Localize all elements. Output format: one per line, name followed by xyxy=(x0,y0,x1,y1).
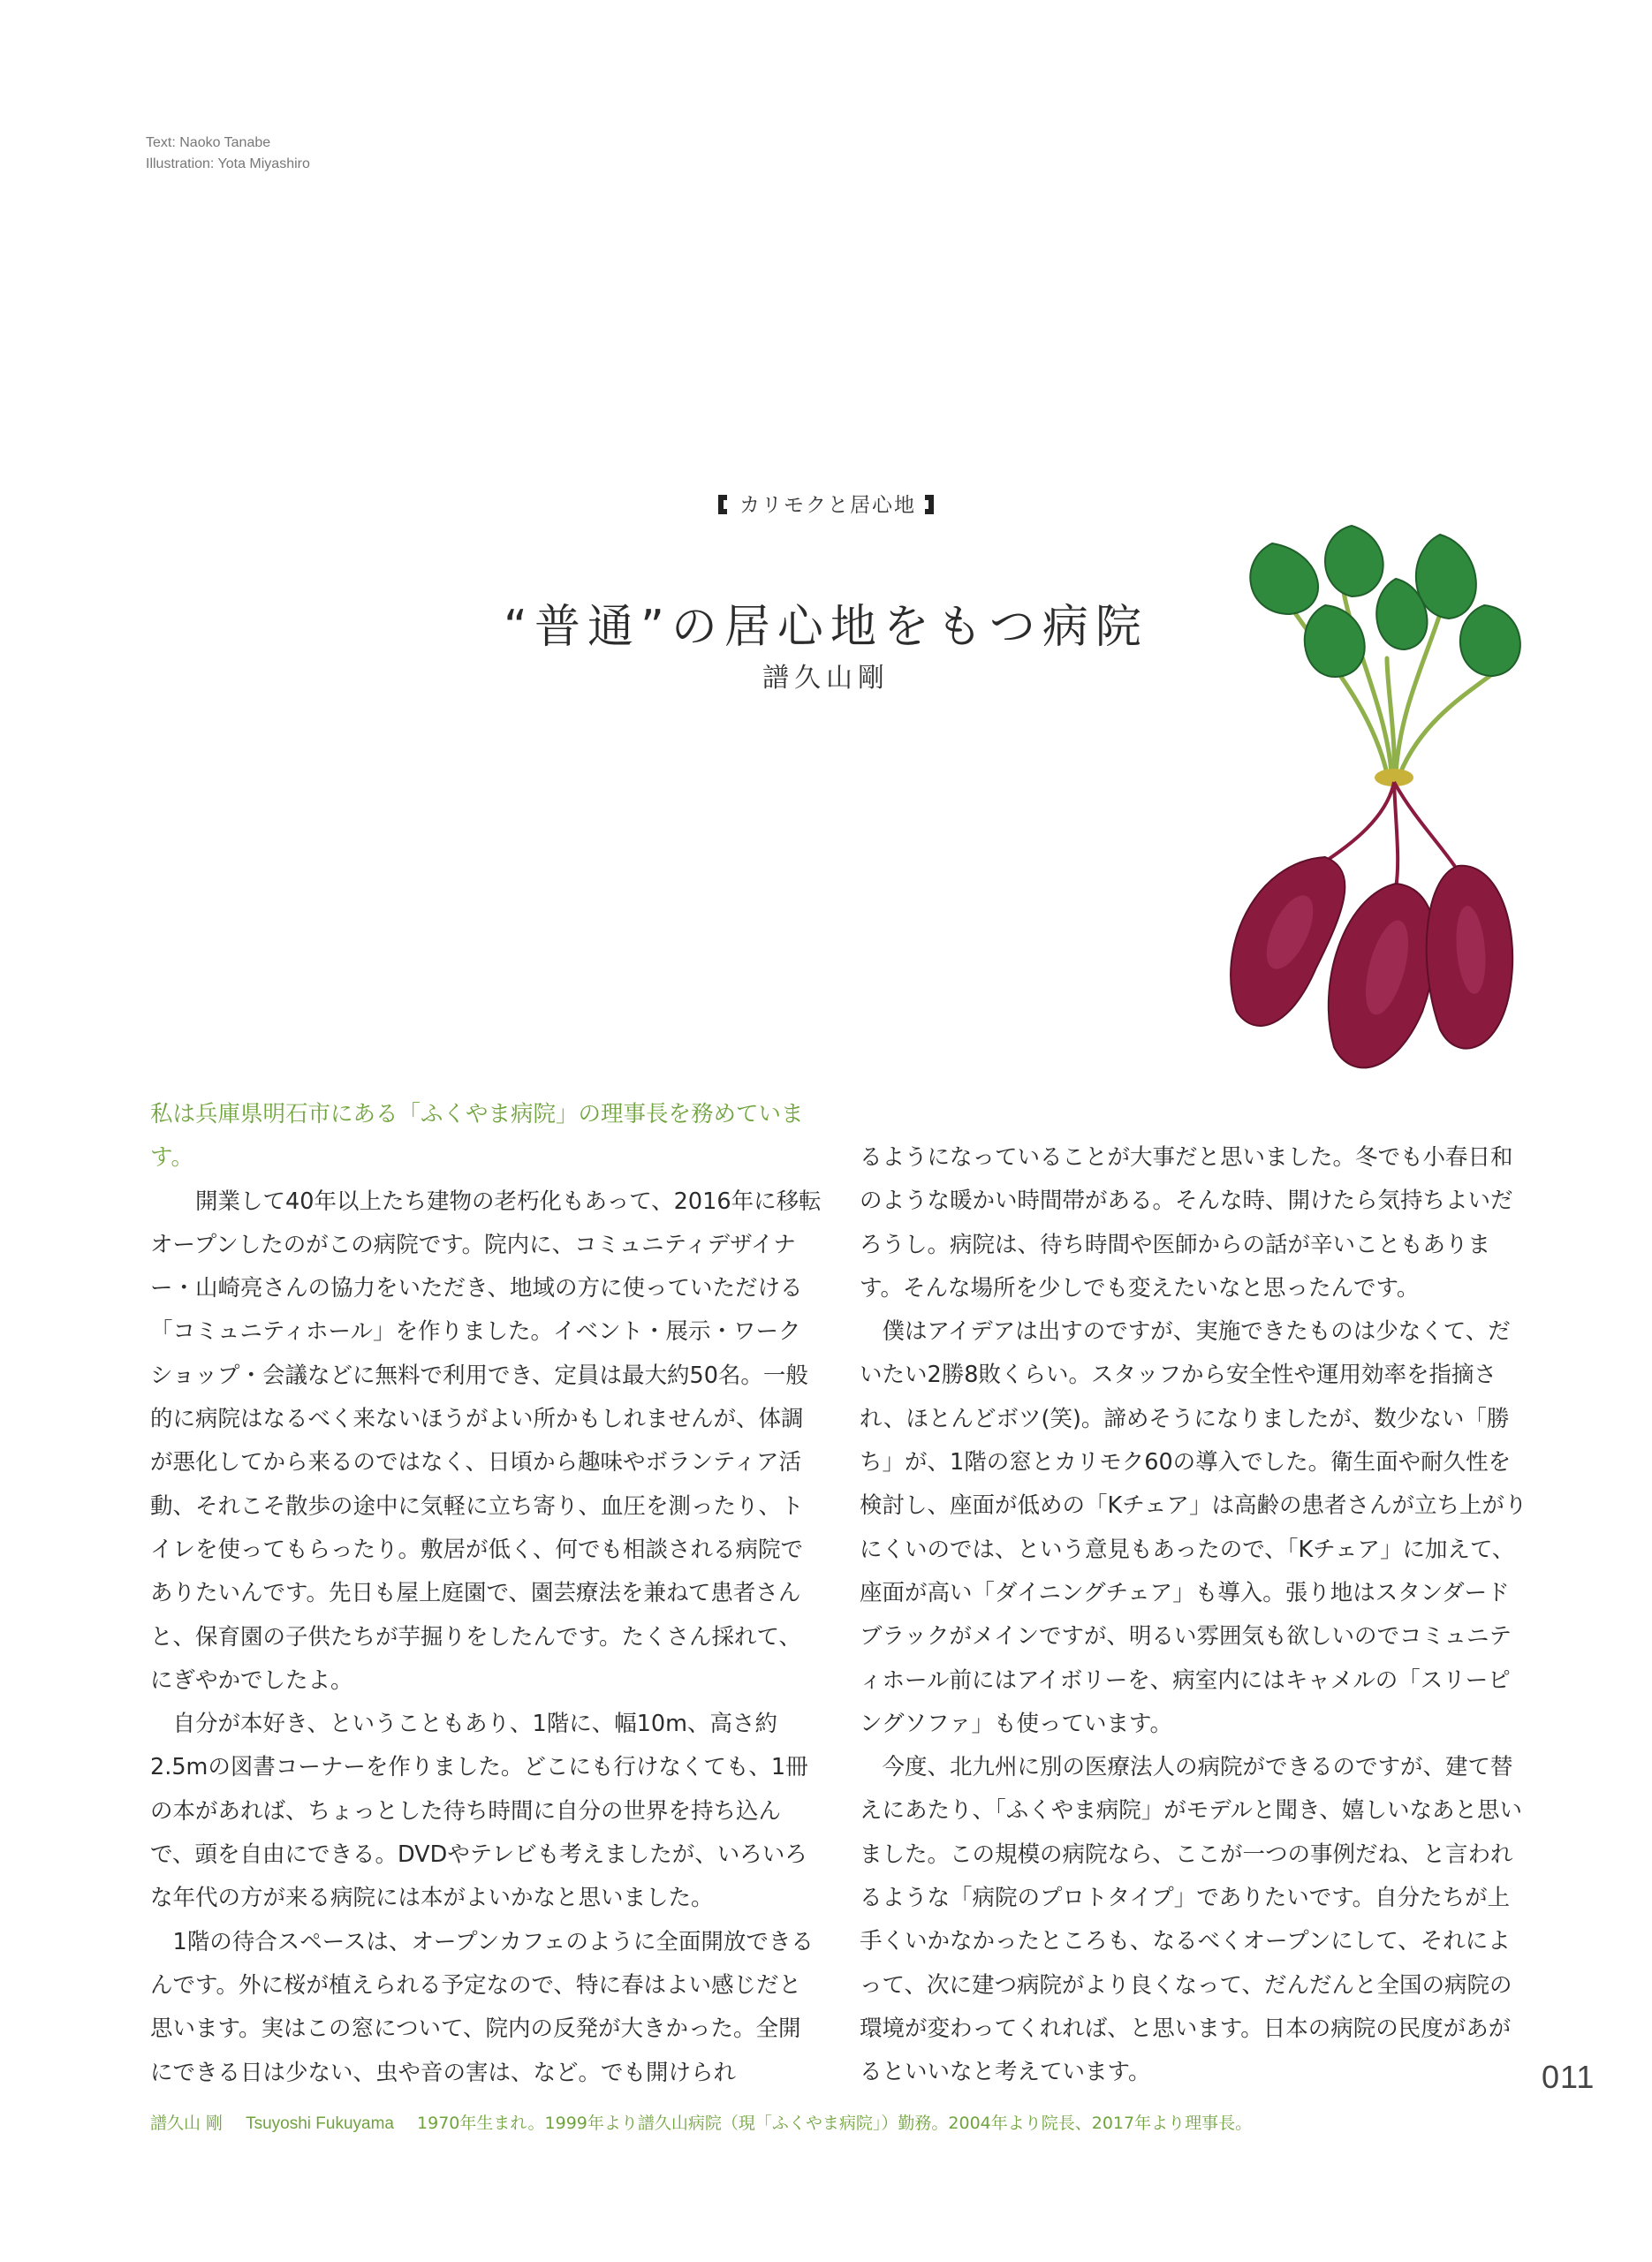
lead-paragraph: 私は兵庫県明石市にある「ふくやま病院」の理事長を務めています。 xyxy=(150,1101,804,1172)
paragraph: 僕はアイデアは出すのですが、実施できたものは少なくて、だいたい2勝8敗くらい。スタッフから安全性や運用効率を指摘され、ほとんどボツ(笑)。諦めそうになりましたが、数少ない「勝ち」が、1階の窓とカリモク60の導入でした。衛生面や耐久性を検討し、座面が低めの「Kチェア」は高齢の患者さんが立ち上がりにくいのでは、という意見もあったので、「Kチェア」に加えて、座面が高い「ダイニングチェア」も導入。張り地はスタンダードブラックがメインですが、明るい雰囲気も欲しいのでコミュニティホール前にはアイボリーを、病室内にはキャメルの「スリーピングソファ」も使っています。 xyxy=(860,1318,1527,1737)
article-column-1 xyxy=(150,1093,822,2095)
profile-bio: 1970年生まれ。1999年より譜久山病院（現「ふくやま病院」）勤務。2004年より院長、2017年より理事長。 xyxy=(417,2114,1253,2133)
paragraph: 今度、北九州に別の医療法人の病院ができるのですが、建て替えにあたり、「ふくやま病院」がモデルと聞き、嬉しいなあと思いました。この規模の病院なら、ここが一つの事例だね、と言われるような「病院のプロトタイプ」でありたいです。自分たちが上手くいかなかったところも、なるべくオープンにして、それによって、次に建つ病院がより良くなって、だんだんと全国の病院の環境が変わってくれれば、と思います。日本の病院の民度があがるといいなと考えています。 xyxy=(860,1754,1522,2086)
beet-illustration xyxy=(1219,508,1572,1082)
page-title: “普通”の居心地をもつ病院 xyxy=(504,600,1148,654)
paragraph: 自分が本好き、ということもあり、1階に、幅10m、高さ約2.5mの図書コーナーを作りました。どこにも行けなくても、1冊の本があれば、ちょっとした待ち時間に自分の世界を持ち込んで、頭を自由にできる。DVDやテレビも考えましたが、いろいろな年代の方が来る病院には本がよいかなと思いました。 xyxy=(150,1711,808,1912)
profile-name-ja: 譜久山 剛 xyxy=(150,2114,224,2133)
article-column-2 xyxy=(860,1136,1531,2095)
credits xyxy=(146,133,310,175)
page-number: 011 xyxy=(1542,2059,1595,2095)
paragraph: 開業して40年以上たち建物の老朽化もあって、2016年に移転オープンしたのがこの病院です。院内に、コミュニティデザイナー・山崎亮さんの協力をいただき、地域の方に使っていただける「コミュニティホール」を作りました。イベント・展示・ワークショップ・会議などに無料で利用でき、定員は最大約50名。一般的に病院はなるべく来ないほうがよい所かもしれませんが、体調が悪化してから来るのではなく、日頃から趣味やボランティア活動、それこそ散歩の途中に気軽に立ち寄り、血圧を測ったり、トイレを使ってもらったり。敷居が低く、何でも相談される病院でありたいんです。先日も屋上庭園で、園芸療法を兼ねて患者さんと、保育園の子供たちが芋掘りをしたんです。たくさん採れて、にぎやかでしたよ。 xyxy=(150,1188,822,1694)
profile-name-en: Tsuyoshi Fukuyama xyxy=(246,2114,394,2133)
paragraph: るようになっていることが大事だと思いました。冬でも小春日和のような暖かい時間帯がある。そんな時、開けたら気持ちよいだろうし。病院は、待ち時間や医師からの話が辛いこともあります。そんな場所を少しでも変えたいなと思ったんです。 xyxy=(860,1144,1513,1302)
bracket-right-icon xyxy=(925,495,934,514)
category-text: カリモクと居心地 xyxy=(739,494,916,517)
author-profile xyxy=(150,2110,1269,2134)
credit-text: Text: Naoko Tanabe xyxy=(146,135,271,150)
bracket-left-icon xyxy=(718,495,727,514)
paragraph: 1階の待合スペースは、オープンカフェのように全面開放できるんです。外に桜が植えられる予定なので、特に春はよい感じだと思います。実はこの窓について、院内の反発が大きかった。全開にできる日は少ない、虫や音の害は、など。でも開けられ xyxy=(150,1928,814,2086)
author-name: 譜久山剛 xyxy=(762,663,890,694)
credit-illustration: Illustration: Yota Miyashiro xyxy=(146,156,310,171)
